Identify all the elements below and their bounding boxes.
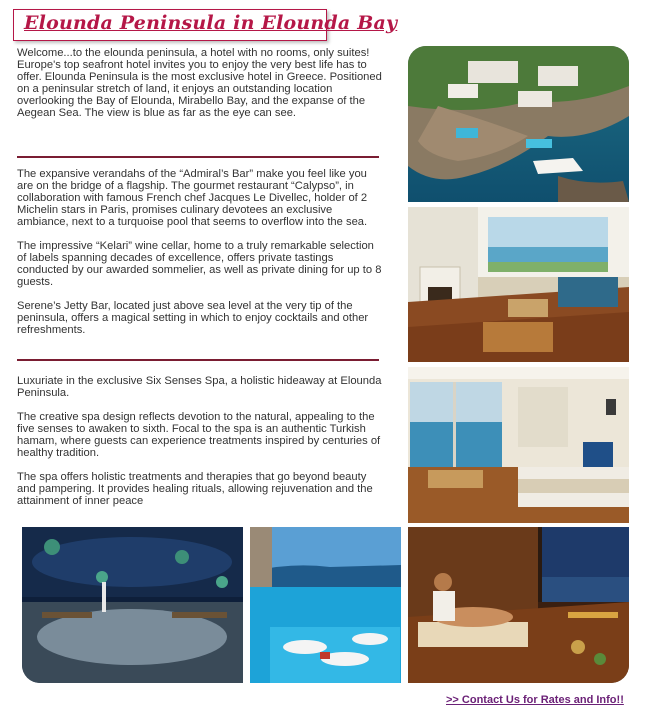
dining-paragraph: Serene’s Jetty Bar, located just above sea level at the very tip of the peninsula, offers a magical setting in which to enjoy cocktails and other refreshments.: [17, 300, 369, 336]
page-title: Elounda Peninsula in Elounda Bay: [24, 12, 398, 34]
spa-paragraph: The spa offers holistic treatments and therapies that go beyond beauty and pampering. It provides healing rituals, allowing rejuvenation and the attainment of inner peace: [17, 471, 373, 507]
section-divider: [17, 156, 379, 158]
spa-paragraph: Luxuriate in the exclusive Six Senses Spa, a holistic hideaway at Elounda Peninsula.: [17, 375, 382, 399]
suite-interior-photo: [408, 367, 629, 523]
spa-section: [17, 375, 382, 507]
spa-pool-photo: [22, 527, 243, 683]
dining-section: [17, 168, 382, 336]
section-divider: [17, 359, 379, 361]
intro-paragraph: Europe's top seafront hotel invites you to enjoy the very best life has to offer. Elounda Peninsula is the most exclusive hotel in Greece. Positioned on a peninsular stretch of land, it enjoys an outstanding location overlooking the Bay of Elounda, Mirabello Bay, and the expanse of the Aegean Sea. The view is blue as far as the eye can see.: [17, 59, 382, 119]
bar-interior-photo: [408, 207, 629, 362]
spa-paragraph: The creative spa design reflects devotion to the natural, appealing to the five senses to awaken to sixth. Focal to the spa is an authentic Turkish hamam, where guests can experience treatments inspired by centuries of healthy tradition.: [17, 411, 381, 459]
intro-section: [17, 47, 382, 119]
page-header: [13, 9, 398, 41]
peninsula-aerial-photo: [408, 46, 629, 202]
contact-link[interactable]: >> Contact Us for Rates and Info!!: [446, 694, 624, 706]
dining-paragraph: The impressive “Kelari” wine cellar, home to a truly remarkable selection of labels spanning decades of excellence, offers private tastings conducted by our awarded sommelier, as well as private dining for up to 8 guests.: [17, 240, 382, 288]
dining-paragraph: The expansive verandahs of the “Admiral’s Bar” make you feel like you are on the bridge of a flagship. The gourmet restaurant “Calypso”, in collaboration with famous French chef Jacques Le Divellec, holder of 2 Michelin stars in Paris, promises culinary devotees an exclusive ambiance, next to a turquoise pool that seems to overflow into the sea.: [17, 168, 368, 228]
intro-paragraph: Welcome...to the elounda peninsula, a hotel with no rooms, only suites!: [17, 47, 370, 59]
massage-treatment-photo: [408, 527, 629, 683]
infinity-pool-photo: [250, 527, 401, 683]
